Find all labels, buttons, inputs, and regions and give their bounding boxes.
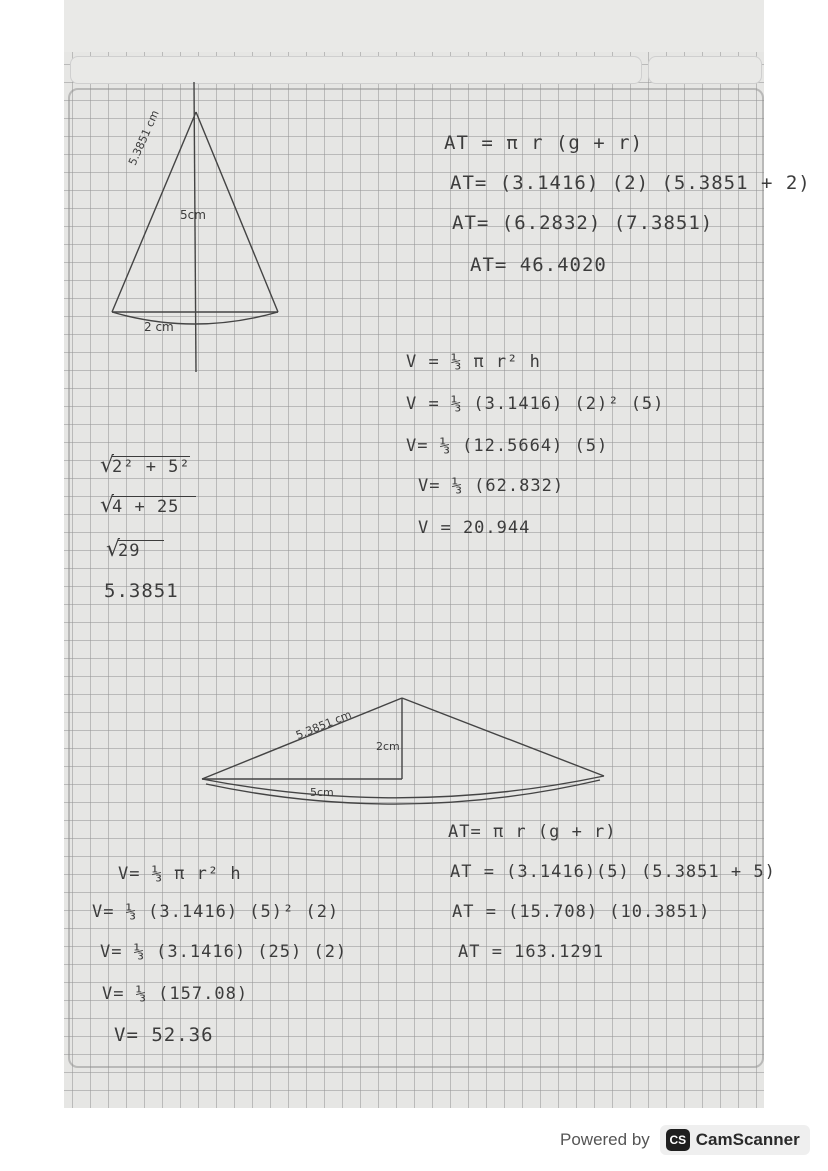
sqrt-sign <box>112 456 190 479</box>
volume1-line: V= ⅓ (62.832) <box>418 476 565 496</box>
bottom-cone-figure <box>202 698 604 804</box>
powered-by-text: Powered by <box>560 1130 650 1149</box>
area1-line: AT= (3.1416) (2) (5.3851 + 2) <box>450 172 811 194</box>
camscanner-badge[interactable] <box>660 1125 810 1155</box>
volume1-line: V = ⅓ π r² h <box>406 352 541 372</box>
top-cone-radius-label: 2 cm <box>144 320 174 334</box>
camscanner-brand: CamScanner <box>695 1130 800 1149</box>
area2-result: AT = 163.1291 <box>458 942 605 962</box>
bottom-cone-slant-label: 5.3851 cm <box>294 707 354 743</box>
volume2-line: V= ⅓ (3.1416) (25) (2) <box>100 942 348 962</box>
area2-line: AT = (15.708) (10.3851) <box>452 902 711 922</box>
area2-line: AT = (3.1416)(5) (5.3851 + 5) <box>450 862 776 882</box>
notebook-page <box>64 0 811 1108</box>
pythagoras-line: √ 4 + 25 <box>112 497 180 517</box>
volume2-line: V= ⅓ (3.1416) (5)² (2) <box>92 902 340 922</box>
pythagoras-line: √ 29 <box>118 541 141 561</box>
volume1-result: V = 20.944 <box>418 518 531 538</box>
top-cone-slant-label: 5.3851 cm <box>126 108 162 168</box>
camscanner-logo-icon: CS <box>666 1129 690 1151</box>
pythagoras-result: 5.3851 <box>104 580 179 602</box>
bottom-cone-radius-label: 5cm <box>310 786 334 799</box>
top-cone-height-label: 5cm <box>180 208 206 222</box>
top-cone-figure <box>112 82 278 372</box>
bottom-cone-height-label: 2cm <box>376 740 400 753</box>
volume1-line: V= ⅓ (12.5664) (5) <box>406 436 609 456</box>
sqrt-sign <box>112 496 196 519</box>
pythagoras-line: √ 2² + 5² <box>112 457 191 477</box>
area1-line: AT= (6.2832) (7.3851) <box>452 212 714 234</box>
volume1-line: V = ⅓ (3.1416) (2)² (5) <box>406 394 665 414</box>
volume2-result: V= 52.36 <box>114 1024 214 1046</box>
area1-result: AT= 46.4020 <box>470 254 607 276</box>
volume2-line: V= ⅓ (157.08) <box>102 984 249 1004</box>
area1-line: AT = π r (g + r) <box>444 132 644 154</box>
volume2-line: V= ⅓ π r² h <box>118 864 242 884</box>
area2-line: AT= π r (g + r) <box>448 822 617 842</box>
sqrt-sign <box>118 540 164 563</box>
scanner-footer <box>560 1122 810 1158</box>
